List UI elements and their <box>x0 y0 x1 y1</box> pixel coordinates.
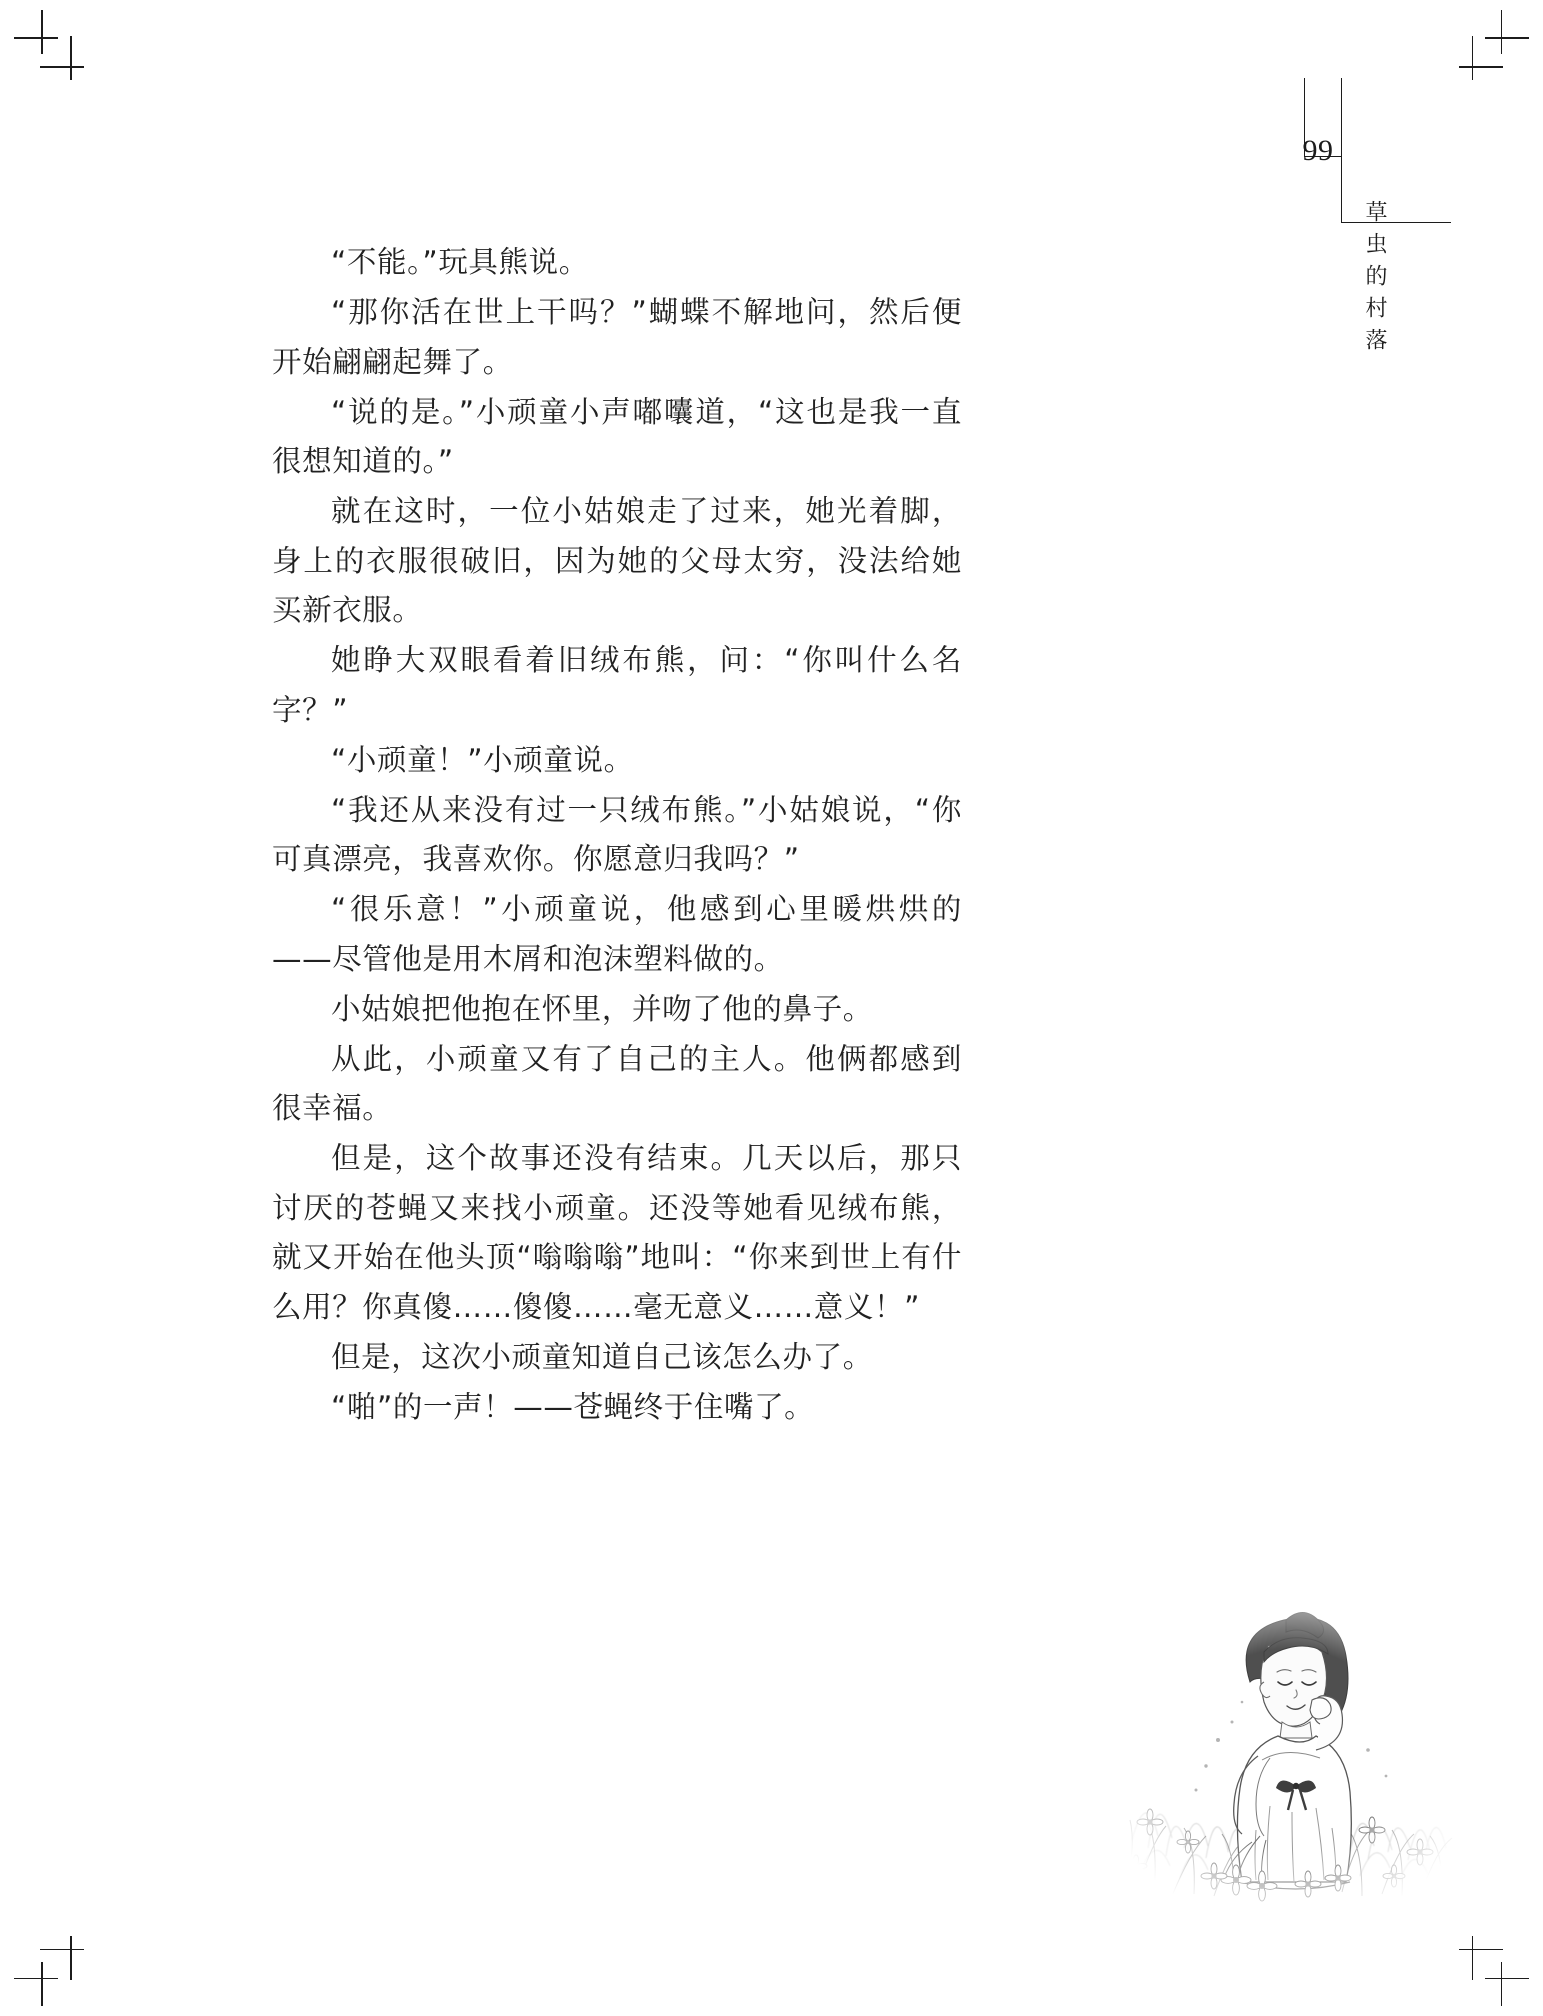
crop-mark-bottom-right-icon <box>1459 1936 1529 2006</box>
paragraph: “我还从来没有过一只绒布熊。”小姑娘说，“你可真漂亮，我喜欢你。你愿意归我吗？” <box>272 792 962 876</box>
paragraph: 但是，这个故事还没有结束。几天以后，那只讨厌的苍蝇又来找小顽童。还没等她看见绒布熊，就又开始在他头顶“嗡嗡嗡”地叫：“你来到世上有什么用？你真傻……傻傻……毫无意义……意义！” <box>272 1141 962 1324</box>
paragraph: 她睁大双眼看着旧绒布熊，问：“你叫什么名字？” <box>272 643 962 727</box>
body-text-block <box>272 238 962 1433</box>
paragraph: 小姑娘把他抱在怀里，并吻了他的鼻子。 <box>331 991 873 1026</box>
running-title: 草虫的村落 <box>1362 200 1387 360</box>
paragraph: “小顽童！”小顽童说。 <box>331 742 634 777</box>
paragraph: “那你活在世上干吗？”蝴蝶不解地问，然后便开始翩翩起舞了。 <box>272 295 962 379</box>
paragraph: 就在这时，一位小姑娘走了过来，她光着脚，身上的衣服很破旧，因为她的父母太穷，没法给她买新衣服。 <box>272 494 962 627</box>
crop-mark-top-left-icon <box>14 10 84 80</box>
page-number: 99 <box>1302 134 1334 167</box>
paragraph: “很乐意！”小顽童说，他感到心里暖烘烘的——尽管他是用木屑和泡沫塑料做的。 <box>272 892 962 976</box>
paragraph: “不能。”玩具熊说。 <box>331 245 589 279</box>
crop-mark-bottom-left-icon <box>14 1936 84 2006</box>
girl-with-flowers-illustration <box>1110 1590 1470 1920</box>
paragraph: 从此，小顽童又有了自己的主人。他俩都感到很幸福。 <box>272 1041 962 1125</box>
paragraph: 但是，这次小顽童知道自己该怎么办了。 <box>331 1339 873 1374</box>
paragraph: “啪”的一声！——苍蝇终于住嘴了。 <box>331 1389 815 1424</box>
paragraph: “说的是。”小顽童小声嘟囔道，“这也是我一直很想知道的。” <box>272 394 962 478</box>
